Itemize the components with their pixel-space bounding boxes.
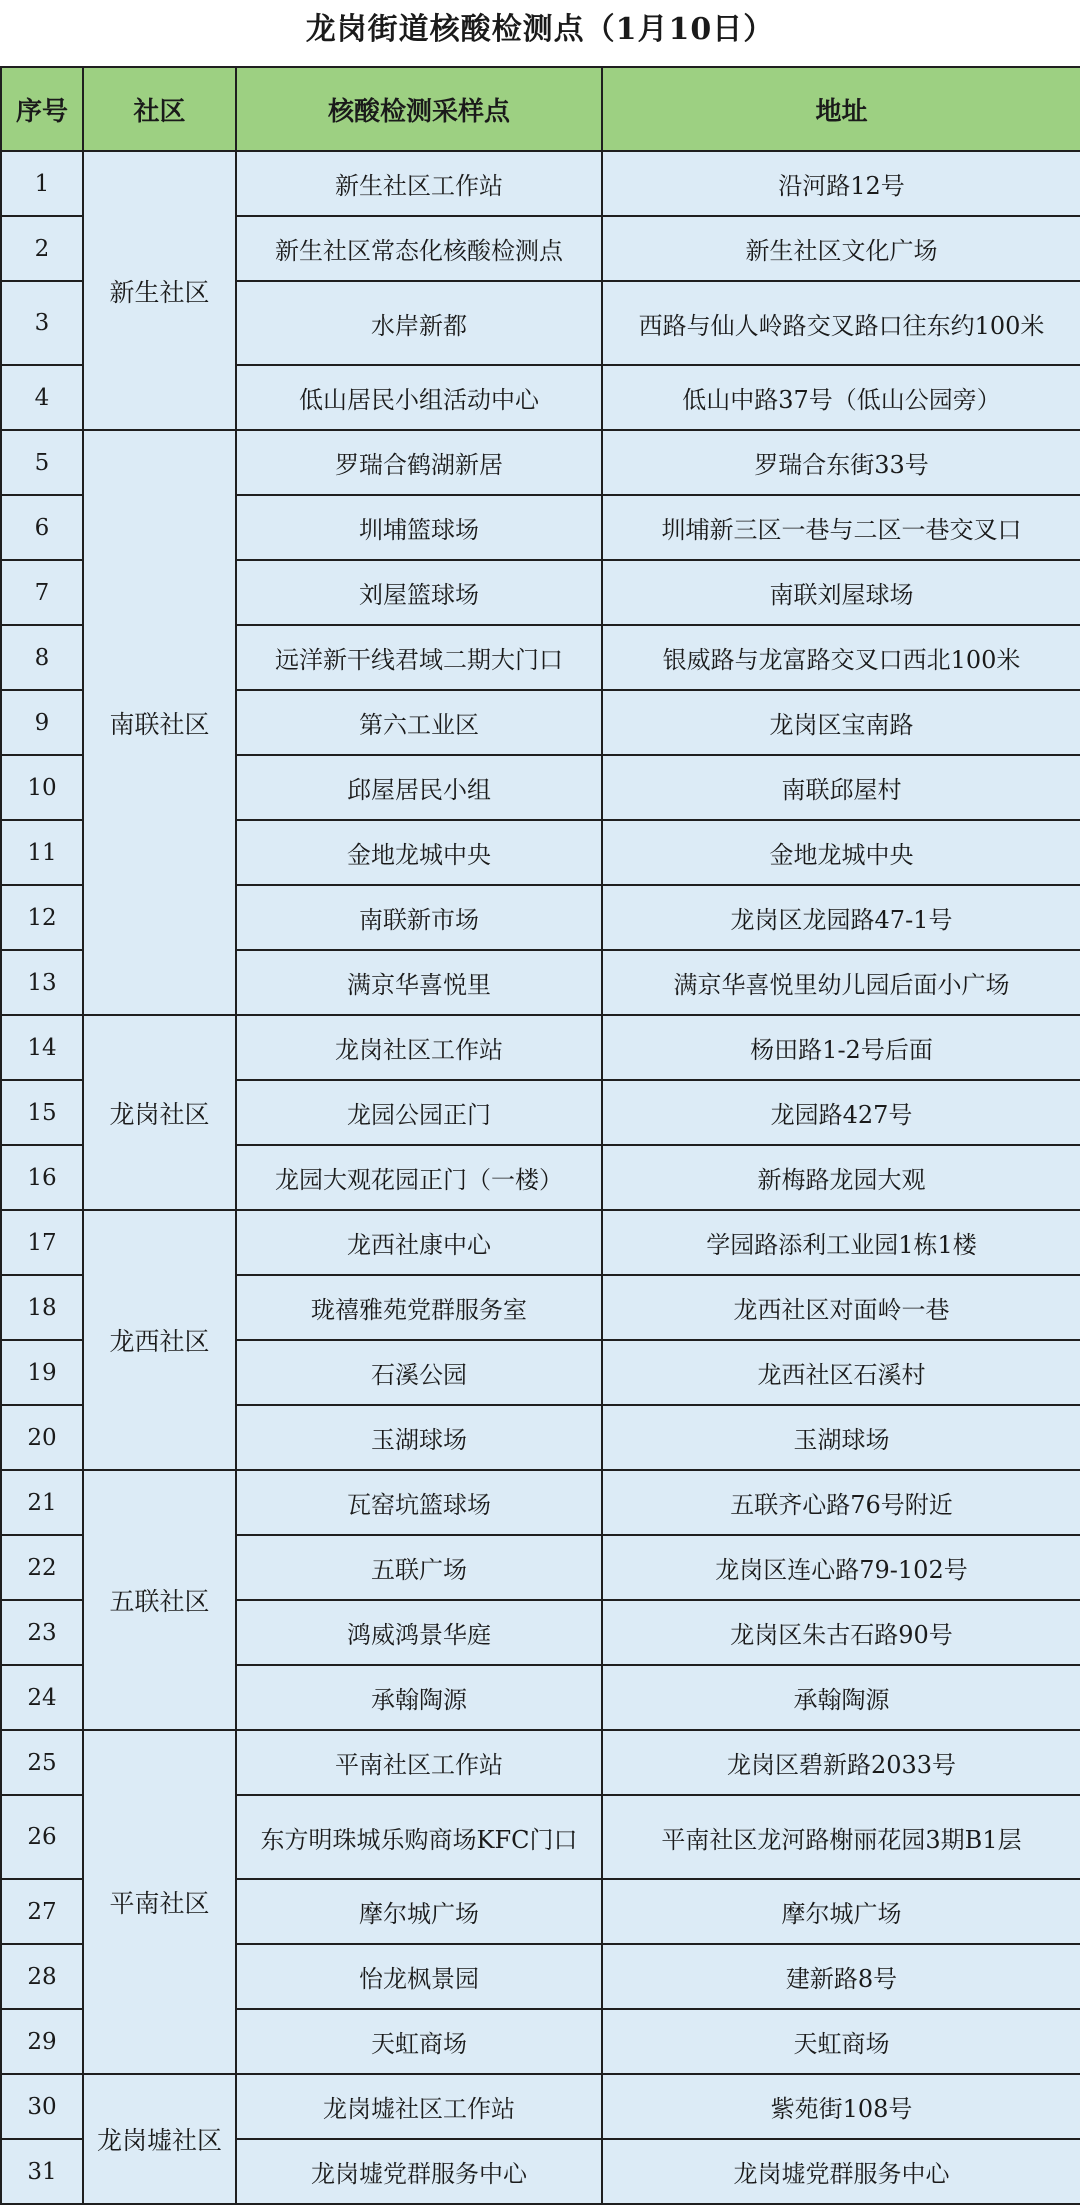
cell-serial-number: 17 — [1, 1210, 83, 1275]
cell-sampling-site: 第六工业区 — [236, 690, 602, 755]
cell-address: 西路与仙人岭路交叉路口往东约100米 — [602, 281, 1080, 365]
cell-sampling-site: 龙西社康中心 — [236, 1210, 602, 1275]
cell-address: 低山中路37号（低山公园旁） — [602, 365, 1080, 430]
cell-sampling-site: 圳埔篮球场 — [236, 495, 602, 560]
cell-sampling-site: 怡龙枫景园 — [236, 1944, 602, 2009]
cell-sampling-site: 金地龙城中央 — [236, 820, 602, 885]
cell-community: 龙岗社区 — [83, 1015, 236, 1210]
header-sampling-site: 核酸检测采样点 — [236, 67, 602, 151]
cell-serial-number: 16 — [1, 1145, 83, 1210]
cell-address: 龙西社区对面岭一巷 — [602, 1275, 1080, 1340]
cell-serial-number: 6 — [1, 495, 83, 560]
cell-serial-number: 15 — [1, 1080, 83, 1145]
testing-sites-table — [0, 66, 1080, 2205]
cell-sampling-site: 承翰陶源 — [236, 1665, 602, 1730]
cell-sampling-site: 珑禧雅苑党群服务室 — [236, 1275, 602, 1340]
cell-address: 圳埔新三区一巷与二区一巷交叉口 — [602, 495, 1080, 560]
cell-sampling-site: 邱屋居民小组 — [236, 755, 602, 820]
cell-serial-number: 7 — [1, 560, 83, 625]
cell-sampling-site: 摩尔城广场 — [236, 1879, 602, 1944]
cell-serial-number: 24 — [1, 1665, 83, 1730]
cell-address: 龙岗区连心路79-102号 — [602, 1535, 1080, 1600]
cell-address: 紫苑街108号 — [602, 2074, 1080, 2139]
cell-serial-number: 4 — [1, 365, 83, 430]
cell-sampling-site: 鸿威鸿景华庭 — [236, 1600, 602, 1665]
cell-serial-number: 3 — [1, 281, 83, 365]
cell-address: 建新路8号 — [602, 1944, 1080, 2009]
cell-serial-number: 28 — [1, 1944, 83, 2009]
header-address: 地址 — [602, 67, 1080, 151]
cell-community: 新生社区 — [83, 151, 236, 430]
table-row — [1, 430, 1080, 495]
header-serial-number: 序号 — [1, 67, 83, 151]
table-row — [1, 1470, 1080, 1535]
cell-sampling-site: 龙岗墟社区工作站 — [236, 2074, 602, 2139]
cell-serial-number: 14 — [1, 1015, 83, 1080]
cell-community: 平南社区 — [83, 1730, 236, 2074]
cell-serial-number: 22 — [1, 1535, 83, 1600]
cell-sampling-site: 满京华喜悦里 — [236, 950, 602, 1015]
cell-sampling-site: 玉湖球场 — [236, 1405, 602, 1470]
cell-sampling-site: 天虹商场 — [236, 2009, 602, 2074]
cell-address: 承翰陶源 — [602, 1665, 1080, 1730]
cell-sampling-site: 石溪公园 — [236, 1340, 602, 1405]
cell-address: 金地龙城中央 — [602, 820, 1080, 885]
table-row — [1, 1730, 1080, 1795]
cell-sampling-site: 远洋新干线君域二期大门口 — [236, 625, 602, 690]
cell-address: 龙岗墟党群服务中心 — [602, 2139, 1080, 2204]
table-body — [1, 151, 1080, 2204]
cell-serial-number: 27 — [1, 1879, 83, 1944]
cell-sampling-site: 水岸新都 — [236, 281, 602, 365]
cell-community: 龙岗墟社区 — [83, 2074, 236, 2204]
cell-sampling-site: 龙岗社区工作站 — [236, 1015, 602, 1080]
cell-serial-number: 30 — [1, 2074, 83, 2139]
cell-address: 南联邱屋村 — [602, 755, 1080, 820]
cell-serial-number: 21 — [1, 1470, 83, 1535]
cell-sampling-site: 新生社区常态化核酸检测点 — [236, 216, 602, 281]
cell-address: 学园路添利工业园1栋1楼 — [602, 1210, 1080, 1275]
cell-serial-number: 1 — [1, 151, 83, 216]
cell-address: 南联刘屋球场 — [602, 560, 1080, 625]
cell-serial-number: 25 — [1, 1730, 83, 1795]
cell-address: 龙岗区宝南路 — [602, 690, 1080, 755]
table-header-row — [1, 67, 1080, 151]
cell-sampling-site: 平南社区工作站 — [236, 1730, 602, 1795]
table-row — [1, 1015, 1080, 1080]
cell-serial-number: 29 — [1, 2009, 83, 2074]
table-row — [1, 151, 1080, 216]
cell-sampling-site: 东方明珠城乐购商场KFC门口 — [236, 1795, 602, 1879]
page-title: 龙岗街道核酸检测点（1月10日） — [305, 12, 775, 47]
cell-address: 摩尔城广场 — [602, 1879, 1080, 1944]
cell-address: 平南社区龙河路榭丽花园3期B1层 — [602, 1795, 1080, 1879]
cell-community: 龙西社区 — [83, 1210, 236, 1470]
cell-community: 南联社区 — [83, 430, 236, 1015]
cell-sampling-site: 五联广场 — [236, 1535, 602, 1600]
cell-serial-number: 8 — [1, 625, 83, 690]
cell-serial-number: 12 — [1, 885, 83, 950]
cell-address: 新梅路龙园大观 — [602, 1145, 1080, 1210]
cell-sampling-site: 龙岗墟党群服务中心 — [236, 2139, 602, 2204]
cell-address: 龙西社区石溪村 — [602, 1340, 1080, 1405]
cell-sampling-site: 瓦窑坑篮球场 — [236, 1470, 602, 1535]
cell-sampling-site: 南联新市场 — [236, 885, 602, 950]
cell-serial-number: 31 — [1, 2139, 83, 2204]
cell-address: 新生社区文化广场 — [602, 216, 1080, 281]
cell-address: 沿河路12号 — [602, 151, 1080, 216]
cell-serial-number: 10 — [1, 755, 83, 820]
cell-serial-number: 13 — [1, 950, 83, 1015]
header-community: 社区 — [83, 67, 236, 151]
cell-sampling-site: 龙园大观花园正门（一楼） — [236, 1145, 602, 1210]
cell-sampling-site: 罗瑞合鹤湖新居 — [236, 430, 602, 495]
cell-serial-number: 19 — [1, 1340, 83, 1405]
table-row — [1, 2074, 1080, 2139]
cell-serial-number: 18 — [1, 1275, 83, 1340]
cell-sampling-site: 龙园公园正门 — [236, 1080, 602, 1145]
cell-address: 龙岗区碧新路2033号 — [602, 1730, 1080, 1795]
cell-serial-number: 20 — [1, 1405, 83, 1470]
cell-address: 玉湖球场 — [602, 1405, 1080, 1470]
cell-serial-number: 2 — [1, 216, 83, 281]
cell-address: 龙园路427号 — [602, 1080, 1080, 1145]
table-row — [1, 1210, 1080, 1275]
cell-serial-number: 9 — [1, 690, 83, 755]
cell-serial-number: 26 — [1, 1795, 83, 1879]
cell-sampling-site: 新生社区工作站 — [236, 151, 602, 216]
cell-address: 五联齐心路76号附近 — [602, 1470, 1080, 1535]
cell-address: 天虹商场 — [602, 2009, 1080, 2074]
cell-address: 满京华喜悦里幼儿园后面小广场 — [602, 950, 1080, 1015]
cell-address: 龙岗区朱古石路90号 — [602, 1600, 1080, 1665]
cell-serial-number: 23 — [1, 1600, 83, 1665]
cell-address: 罗瑞合东街33号 — [602, 430, 1080, 495]
cell-address: 杨田路1-2号后面 — [602, 1015, 1080, 1080]
cell-serial-number: 5 — [1, 430, 83, 495]
cell-address: 银威路与龙富路交叉口西北100米 — [602, 625, 1080, 690]
cell-serial-number: 11 — [1, 820, 83, 885]
cell-community: 五联社区 — [83, 1470, 236, 1730]
cell-sampling-site: 低山居民小组活动中心 — [236, 365, 602, 430]
cell-sampling-site: 刘屋篮球场 — [236, 560, 602, 625]
cell-address: 龙岗区龙园路47-1号 — [602, 885, 1080, 950]
